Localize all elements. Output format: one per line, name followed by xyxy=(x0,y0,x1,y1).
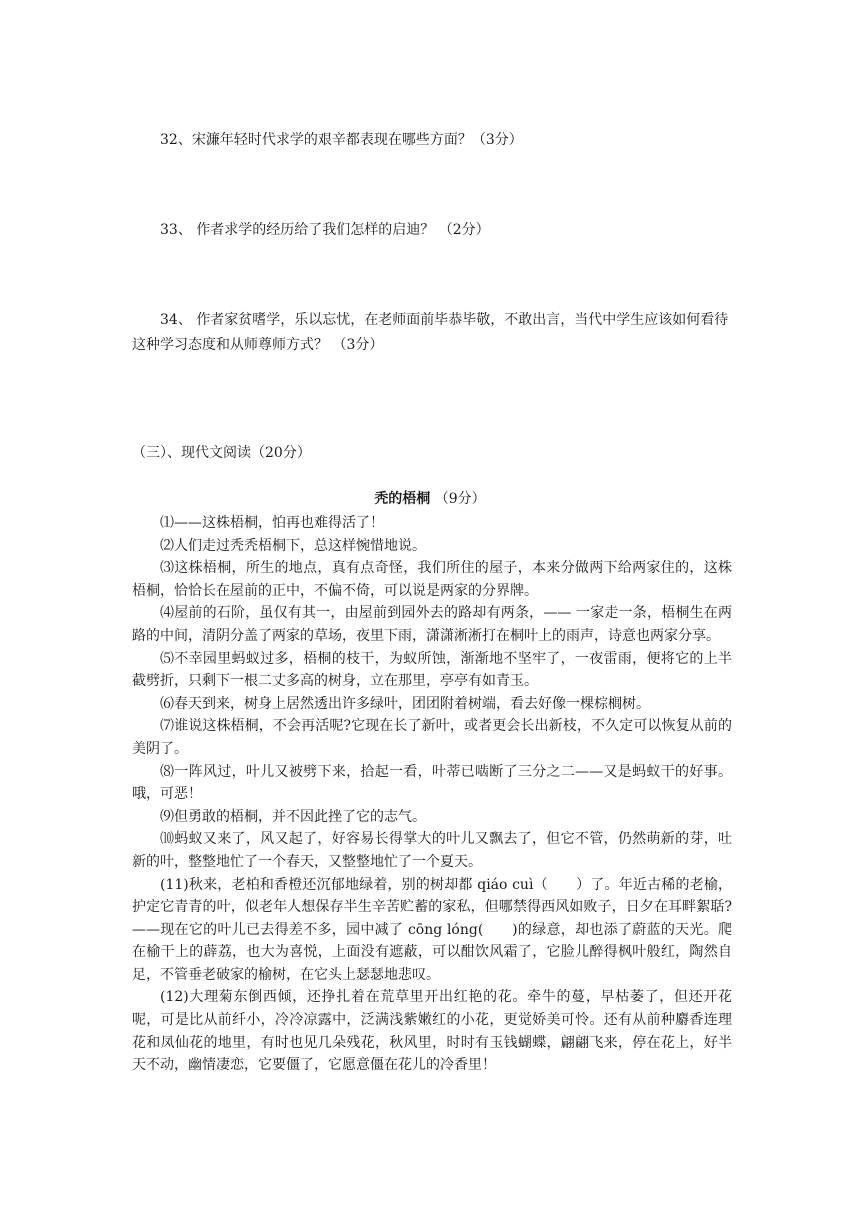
paragraph-9: ⑼但勇敢的梧桐，并不因此挫了它的志气。 xyxy=(160,808,426,825)
article-title-text: 秃的梧桐 xyxy=(374,491,431,507)
paragraph-12: (12)大理菊东倒西倾，还挣扎着在荒草里开出红艳的花。牵牛的蔓，早枯萎了，但还开花呢，可是比从前纤小，冷冷凉露中，泛满浅紫嫩红的小花，更觉娇美可怜。还有从前种麝香连理花和凤仙花的地里，有时也见几朵残花，秋风里，时时有玉钱蝴蝶，翩翩飞来，停在花上，好半天不动，幽情凄恋，它要僵了，它愿意僵在花儿的冷香里！ xyxy=(132,989,732,1074)
article-body xyxy=(132,512,732,1077)
section-heading: （三）、现代文阅读（20分） xyxy=(132,445,311,461)
article-score: （9分） xyxy=(430,491,486,507)
paragraph-1: ⑴——这株梧桐，怕再也难得活了！ xyxy=(160,515,384,531)
paragraph-6: ⑹春天到来，树身上居然透出许多绿叶，团团附着树端，看去好像一棵棕榈树。 xyxy=(160,695,650,712)
article-title xyxy=(0,487,860,511)
question-33: 33、 作者求学的经历给了我们怎样的启迪？ （2分） xyxy=(160,222,490,238)
paragraph-2: ⑵人们走过秃秃梧桐下，总这样惋惜地说。 xyxy=(160,537,426,554)
paragraph-11: (11)秋来，老柏和香橙还沉郁地绿着，别的树却都 qiáo cuì（ ）了。年近古稀的老榆，护定它青青的叶，似老年人想保存半生辛苦贮蓄的家私，但哪禁得西风如败子，日夕在耳畔絮聒?——现在它的叶儿已去得差不多，园中减了 cōng lóng( )的绿意，却也添了蔚蓝的天光。爬在榆干上的薜荔，也大为喜悦，上面没有遮蔽，可以酣饮风霜了，它脸儿醉得枫叶般红，陶然自足，不管垂老破家的榆树，在它头上瑟瑟地悲叹。 xyxy=(132,876,732,983)
paragraph-3: ⑶这株梧桐，所生的地点，真有点奇怪，我们所住的屋子，本来分做两下给两家住的，这株梧桐，恰恰长在屋前的正中，不偏不倚，可以说是两家的分界牌。 xyxy=(132,560,732,599)
paragraph-7: ⑺谁说这株梧桐，不会再活呢?它现在长了新叶，或者更会长出新枝，不久定可以恢复从前的美阴了。 xyxy=(132,718,732,757)
paragraph-5: ⑸不幸园里蚂蚁过多，梧桐的枝干，为蚁所蚀，渐渐地不坚牢了，一夜雷雨，便将它的上半截劈折，只剩下一根二丈多高的树身，立在那里，亭亭有如青玉。 xyxy=(132,650,732,690)
paragraph-8: ⑻一阵风过，叶儿又被劈下来，拾起一看，叶蒂已啮断了三分之二——又是蚂蚁干的好事。哦，可恶！ xyxy=(132,763,732,803)
question-32: 32、宋濂年轻时代求学的艰辛都表现在哪些方面？（3分） xyxy=(160,132,523,148)
question-34: 34、 作者家贫嗜学，乐以忘忧，在老师面前毕恭毕敬，不敢出言，当代中学生应该如何看待这种学习态度和从师尊师方式？ （3分） xyxy=(132,312,729,353)
paragraph-4: ⑷屋前的石阶，虽仅有其一，由屋前到园外去的路却有两条，—— 一家走一条，梧桐生在两路的中间，清阴分盖了两家的草场，夜里下雨，潇潇淅淅打在桐叶上的雨声，诗意也两家分享。 xyxy=(132,605,732,644)
paragraph-10: ⑽蚂蚁又来了，风又起了，好容易长得掌大的叶儿又飘去了，但它不管，仍然萌新的芽，吐新的叶，整整地忙了一个春天，又整整地忙了一个夏天。 xyxy=(132,831,732,870)
